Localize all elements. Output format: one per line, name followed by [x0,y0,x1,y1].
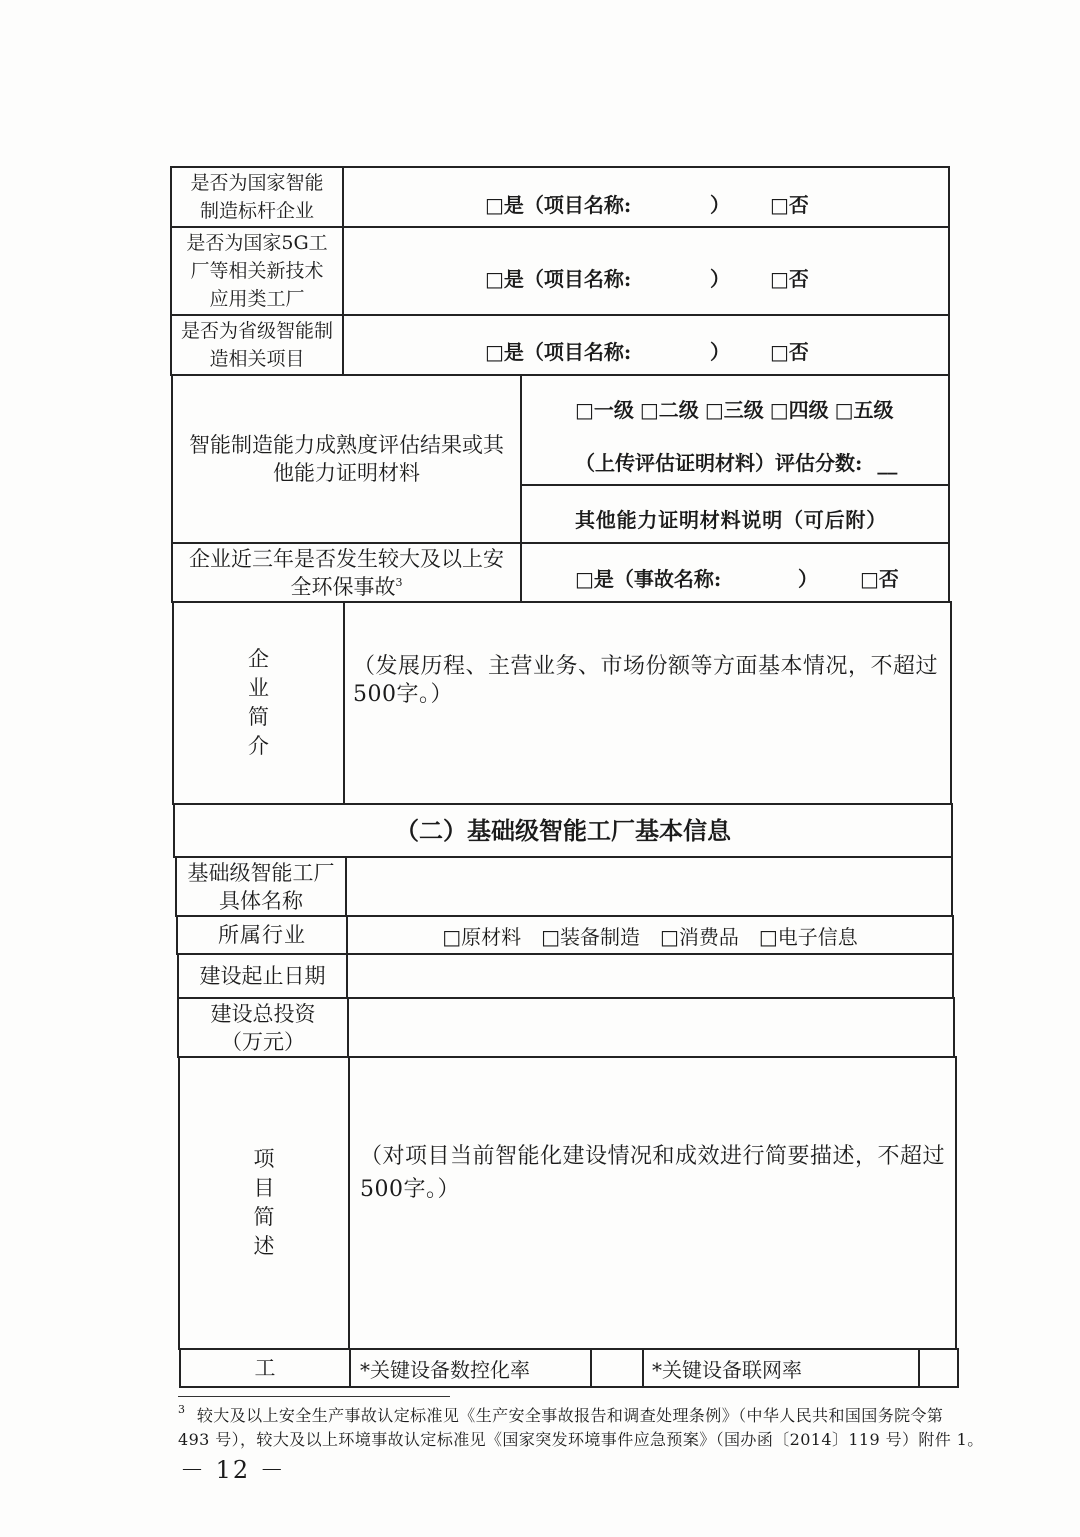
intro-label-char: 简 [248,705,269,729]
maturity-label-cell [171,374,522,544]
q1-yes-option: □是（项目名称: [485,193,632,217]
period-label-cell [177,953,348,999]
intro-hint-line2: 500字。） [353,682,453,707]
section2-title: （二）基础级智能工厂基本信息 [395,815,731,845]
q2-no-option: □否 [770,267,809,291]
accident-footnote-mark: 3 [395,575,403,589]
level-1-option: □一级 [575,398,634,422]
q2-label-cell [170,226,344,316]
industry-options [442,921,858,950]
summary-label-char: 述 [253,1234,275,1258]
q3-close-paren: ） [710,340,730,364]
maturity-score-blank: __ [877,451,898,475]
factory-name-value-cell [345,856,953,917]
network-rate-value-cell [918,1348,959,1388]
level-4-option: □四级 [769,398,829,422]
investment-value-cell [347,997,955,1058]
industry-label-cell [176,915,348,955]
footnote-line1 [178,1405,943,1427]
summary-hint-line1: （对项目当前智能化建设情况和成效进行简要描述，不超过 [360,1144,946,1169]
q1-label-line2: 制造标杆企业 [199,200,314,222]
accident-no-option: □否 [860,567,899,591]
level-3-option: □三级 [704,398,764,422]
factory-name-label-cell [175,856,347,917]
summary-hint [360,1140,945,1206]
maturity-other-label: 其他能力证明材料说明（可后附） [575,508,887,532]
accident-label-line1: 企业近三年是否发生较大及以上安 [189,546,504,571]
maturity-label-line1: 智能制造能力成熟度评估结果或其 [189,433,504,457]
maturity-level-options [575,399,894,421]
industry-options-cell [346,915,954,955]
footnote-mark: 3 [178,1403,186,1416]
q3-no-option: □否 [770,340,809,364]
factory-name-label-line2: 具体名称 [219,888,303,913]
industry-option-raw-materials: □原材料 [442,924,522,949]
cnc-rate-label-cell [349,1348,592,1388]
maturity-label-line2: 他能力证明材料 [273,461,420,485]
summary-hint-line2: 500字。） [360,1177,460,1202]
q2-answer-cell [342,226,950,316]
q1-answer-cell [342,166,950,228]
industry-option-electronics: □电子信息 [758,924,858,949]
network-rate-label: *关键设备联网率 [652,1357,802,1382]
footnote-separator [178,1396,450,1397]
level-2-option: □二级 [639,398,699,422]
q2-label-line1: 是否为国家5G工 [186,232,328,254]
q3-label-line1: 是否为省级智能制 [180,320,333,342]
accident-label-text: 全环保事故 [290,574,396,599]
accident-answer-cell [520,542,950,603]
cnc-rate-label: *关键设备数控化率 [360,1357,530,1382]
industry-label: 所属行业 [218,923,306,947]
accident-label-cell [171,542,522,603]
investment-label-line1: 建设总投资 [210,1001,316,1026]
q3-label-cell [170,314,344,376]
maturity-levels-cell [520,374,950,486]
period-value-cell [346,953,954,999]
q3-yes-option: □是（项目名称: [485,340,632,364]
industry-option-consumer-goods: □消费品 [660,924,739,949]
footnote-text-line1: 较大及以上安全生产事故认定标准见《生产安全事故报告和调查处理条例》（中华人民共和国国务院令第 [196,1406,944,1425]
cnc-rate-value-cell [590,1348,644,1388]
maturity-other-cell [520,484,950,544]
q2-yes-option: □是（项目名称: [485,267,632,291]
intro-label-char: 业 [248,676,269,700]
accident-label-line2 [291,573,403,601]
level-5-option: □五级 [834,398,894,422]
summary-label-char: 简 [253,1205,275,1229]
q1-no-option: □否 [770,193,809,217]
section2-title-cell [173,803,953,858]
investment-label-cell [177,997,349,1058]
intro-label-char: 企 [248,647,269,671]
q3-answer-cell [342,314,950,376]
metrics-label-cell [179,1348,351,1388]
intro-label-cell [172,601,345,805]
intro-label-char: 介 [248,734,269,758]
page-number: － 12 － [180,1456,286,1484]
intro-hint [353,653,938,709]
summary-label-cell [178,1056,350,1350]
summary-label-char: 目 [253,1176,275,1200]
industry-option-equipment: □装备制造 [541,924,640,949]
accident-close-paren: ） [798,567,818,591]
q1-close-paren: ） [710,193,730,217]
summary-label-char: 项 [253,1147,275,1171]
intro-hint-line1: （发展历程、主营业务、市场份额等方面基本情况，不超过 [353,654,939,679]
investment-label-line2: （万元） [221,1029,305,1054]
footnote-text-line2: 493 号），较大及以上环境事故认定标准见《国家突发环境事件应急预案》（国办函〔2014〕119 号）附件 1。 [178,1430,984,1449]
period-label: 建设起止日期 [199,964,326,988]
network-rate-label-cell [642,1348,920,1388]
q1-label-line1: 是否为国家智能 [190,172,324,194]
q2-label-line3: 应用类工厂 [209,288,305,310]
accident-yes-option: □是（事故名称: [575,567,722,591]
maturity-score-label: （上传评估证明材料）评估分数: [575,451,863,475]
factory-name-label-line1: 基础级智能工厂 [187,860,335,885]
q2-close-paren: ） [710,267,730,291]
maturity-score-line [575,452,897,474]
summary-content-cell [348,1056,957,1350]
intro-content-cell [343,601,952,805]
q3-label-line2: 造相关项目 [209,348,305,370]
q2-label-line2: 厂等相关新技术 [190,260,324,282]
metrics-label: 工 [254,1356,276,1380]
q1-label-cell [170,166,344,228]
